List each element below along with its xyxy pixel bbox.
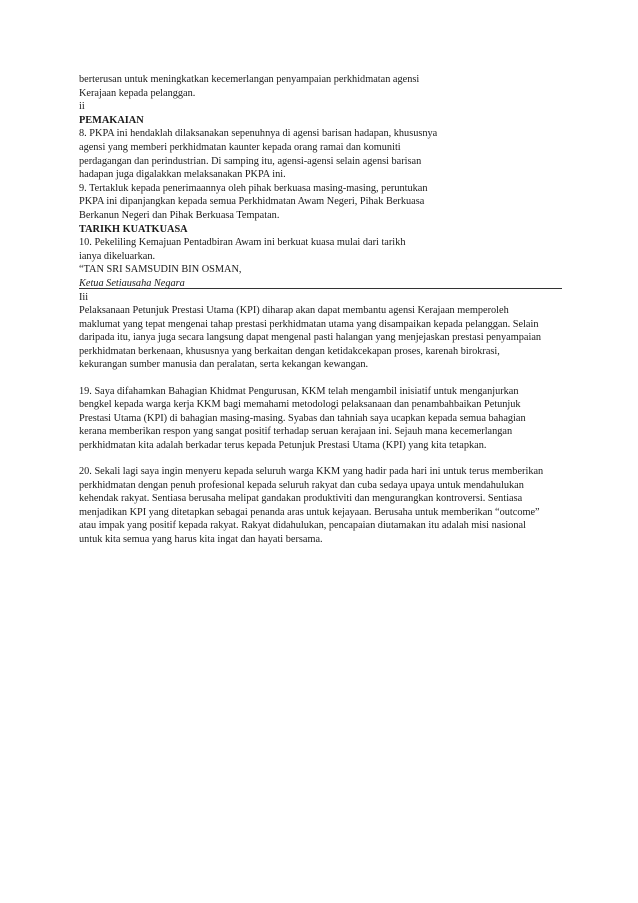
text-line: kerana memberikan respon yang sangat positif terhadap seruan kerajaan ini. Sejauh mana kecemerlangan — [79, 426, 513, 437]
paragraph — [79, 465, 569, 546]
section-heading: PEMAKAIAN — [79, 114, 144, 126]
text-line: menjadikan KPI yang ditetapkan sebagai penanda aras untuk kejayaan. Berusaha untuk memberikan “outcome” — [79, 506, 540, 518]
text-line: Berkanun Negeri dan Pihak Berkuasa Tempatan. — [79, 209, 280, 221]
horizontal-divider — [79, 288, 562, 289]
text-line: ianya dikeluarkan. — [79, 250, 156, 262]
text-line: hadapan juga digalakkan melaksanakan PKPA ini. — [79, 169, 286, 181]
text-line: 19. Saya difahamkan Bahagian Khidmat Pengurusan, KKM telah mengambil inisiatif untuk menganjurkan — [79, 385, 519, 397]
text-line: Iii — [79, 291, 89, 303]
text-line: PKPA ini dipanjangkan kepada semua Perkhidmatan Awam Negeri, Pihak Berkuasa — [79, 196, 425, 208]
text-line: perkhidmatan dengan penuh profesional kepada seluruh rakyat dan cuba sedaya upaya untuk mendahulukan — [79, 479, 524, 491]
text-line: 10. Pekeliling Kemajuan Pentadbiran Awam ini berkuat kuasa mulai dari tarikh — [79, 237, 406, 249]
top-text-block — [79, 73, 569, 304]
text-line: atau impak yang positif kepada rakyat. Rakyat didahulukan, pencapaian diutamakan itu adalah misi nasional — [79, 520, 526, 531]
text-line: agensi yang memberi perkhidmatan kaunter kepada orang ramai dan komuniti — [79, 141, 401, 153]
paragraph — [79, 304, 569, 372]
text-line: Ketua Setiausaha Negara — [79, 277, 185, 289]
text-line: 20. Sekali lagi saya ingin menyeru kepada seluruh warga KKM yang hadir pada hari ini untuk terus memberikan — [79, 466, 544, 477]
text-line: Pelaksanaan Petunjuk Prestasi Utama (KPI) diharap akan dapat membantu agensi Kerajaan memperoleh — [79, 305, 509, 316]
text-line: ii — [79, 101, 85, 113]
text-line: maklumat yang tepat mengenai tahap prestasi perkhidmatan utama yang disampaikan kepada pelanggan. Selain — [79, 318, 539, 330]
text-line: Kerajaan kepada pelanggan. — [79, 87, 196, 99]
text-line: daripada itu, ianya juga secara langsung dapat mengenal pasti halangan yang menjejaskan prestasi penyampaian — [79, 332, 542, 343]
text-line: Prestasi Utama (KPI) di bahagian masing-masing. Syabas dan tahniah saya ucapkan kepada semua bahagian — [79, 412, 526, 424]
bottom-text-block — [79, 304, 569, 559]
text-line: kehendak rakyat. Sentiasa berusaha melipat gandakan produktiviti dan mengurangkan kontroversi. Sentiasa — [79, 493, 523, 504]
text-line: “TAN SRI SAMSUDIN BIN OSMAN, — [79, 264, 242, 276]
text-line: bengkel kepada warga kerja KKM bagi memahami metodologi pelaksanaan dan penambahbaikan Petunjuk — [79, 399, 521, 410]
text-line: perdagangan dan perindustrian. Di samping itu, agensi-agensi selain agensi barisan — [79, 155, 422, 167]
text-line: 8. PKPA ini hendaklah dilaksanakan sepenuhnya di agensi barisan hadapan, khususnya — [79, 128, 438, 140]
text-line: kekurangan sumber manusia dan peralatan, serta kekangan kewangan. — [79, 359, 369, 370]
text-line: 9. Tertakluk kepada penerimaannya oleh pihak berkuasa masing-masing, peruntukan — [79, 182, 428, 194]
text-line: perkhidmatan berkenaan, khususnya yang berkaitan dengan ketidakcekapan proses, karenah birokrasi, — [79, 345, 500, 357]
text-line: berterusan untuk meningkatkan kecemerlangan penyampaian perkhidmatan agensi — [79, 74, 420, 85]
text-line: perkhidmatan kita adalah berkadar terus kepada Petunjuk Prestasi Utama (KPI) yang kita tetapkan. — [79, 439, 487, 451]
section-heading: TARIKH KUATKUASA — [79, 223, 188, 235]
paragraph — [79, 385, 569, 453]
text-line: untuk kita semua yang harus kita ingat dan hayati bersama. — [79, 533, 323, 545]
